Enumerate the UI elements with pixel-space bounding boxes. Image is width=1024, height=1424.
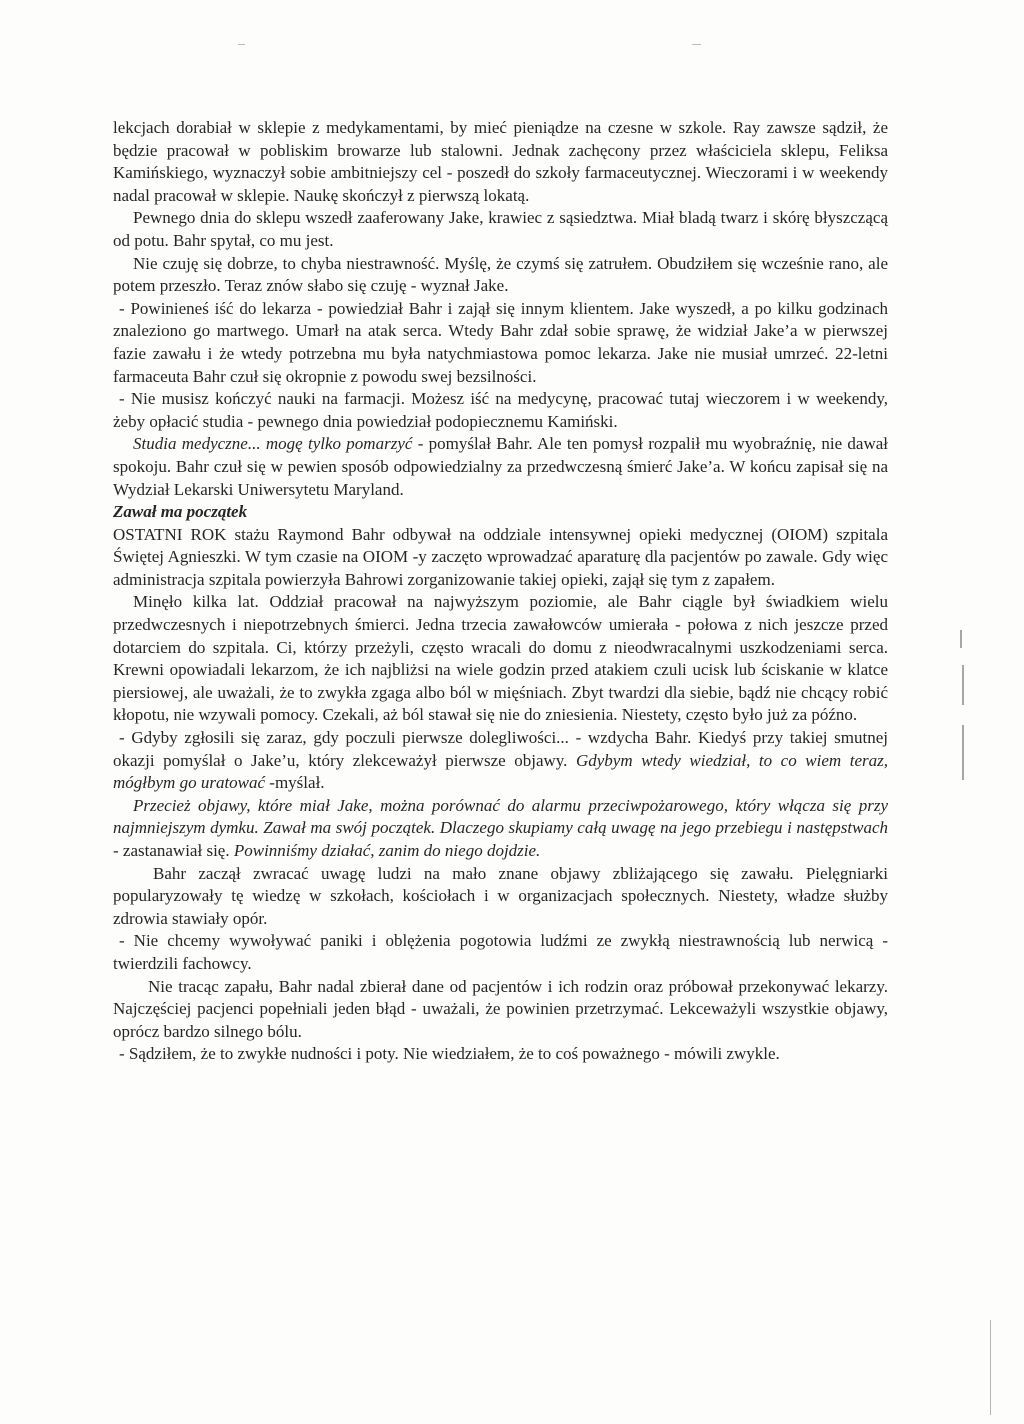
- italic-text: Gdybym wtedy wiedział, to co wiem teraz, mógłbym go uratować: [113, 750, 888, 793]
- scan-mark-right-edge: [962, 665, 964, 705]
- paragraph-text: - pomyślał Bahr. Ale ten pomysł rozpalił mu wyobraźnię, nie dawał spokoju. Bahr czuł się w pewien sposób odpowiedzialny za przedwczesną śmierć Jake’a. W końcu zapisał się na Wydział Lekarski Uniwersytetu Maryland.: [113, 434, 889, 499]
- paragraph: OSTATNI ROK stażu Raymond Bahr odbywał na oddziale intensywnej opieki medycznej (OIOM) szpitala Świętej Agnieszki. W tym czasie na OIOM -y zaczęto wprowadzać aparaturę dla pacjentów po zawale. Gdy więc administracja szpitala powierzyła Bahrowi zorganizowanie takiej opieki, zajął się tym z zapałem.: [113, 524, 888, 589]
- paragraph-text: -myślał.: [265, 773, 325, 793]
- paragraph: - Nie musisz kończyć nauki na farmacji. Możesz iść na medycynę, pracować tutaj wieczorem i w weekendy, żeby opłacić studia - pewnego dnia powiedział podopiecznemu Kamiński.: [113, 389, 888, 431]
- paragraph-text: - zastanawiał się.: [113, 841, 234, 860]
- italic-text: Studia medyczne... mogę tylko pomarzyć: [133, 434, 413, 454]
- paragraph: Nie tracąc zapału, Bahr nadal zbierał dane od pacjentów i ich rodzin oraz próbował przekonywać lekarzy. Najczęściej pacjenci popełniali jeden błąd - uważali, że powinien przetrzymać. Lekceważyli wszystkie objawy, oprócz bardzo silnego bólu.: [113, 976, 888, 1041]
- paragraph: - Powinieneś iść do lekarza - powiedział Bahr i zajął się innym klientem. Jake wyszedł, a po kilku godzinach znaleziono go martwego. Umarł na atak serca. Wtedy Bahr zdał sobie sprawę, że widział Jake’a w pierwszej fazie zawału i że wtedy potrzebna mu była natychmiastowa pomoc lekarza. Jake nie musiał umrzeć. 22-letni farmaceuta Bahr czuł się okropnie z powodu swej bezsilności.: [113, 298, 888, 386]
- paragraph: - Nie chcemy wywoływać paniki i oblężenia pogotowia ludźmi ze zwykłą niestrawnością lub nerwicą - twierdzili fachowcy.: [113, 931, 888, 973]
- section-heading: Zawał ma początek: [113, 502, 248, 522]
- body-text: [113, 117, 888, 1066]
- scan-mark-top-right: [692, 44, 701, 45]
- paragraph: Nie czuję się dobrze, to chyba niestrawność. Myślę, że czymś się zatrułem. Obudziłem się wcześnie rano, ale potem przeszło. Teraz znów słabo się czuję - wyznał Jake.: [113, 253, 888, 296]
- paragraph: [113, 795, 888, 863]
- italic-text: Powinniśmy działać, zanim do niego dojdzie.: [233, 841, 541, 860]
- paragraph: - Sądziłem, że to zwykłe nudności i poty. Nie wiedziałem, że to coś poważnego - mówili zwykle.: [119, 1044, 780, 1064]
- paragraph-text: - Gdyby zgłosili się zaraz, gdy poczuli pierwsze dolegliwości... - wzdycha Bahr. Kiedyś przy takiej smutnej okazji pomyślał o Jake’u, który zlekceważył pierwsze objawy.: [113, 728, 888, 770]
- paragraph: Bahr zaczął zwracać uwagę ludzi na mało znane objawy zbliżającego się zawału. Pielęgniarki popularyzowały tę wiedzę w szkołach, kościołach i w organizacjach społecznych. Niestety, władze służby zdrowia stawiały opór.: [113, 863, 888, 928]
- paragraph: [113, 727, 888, 795]
- italic-text: Przecież objawy, które miał Jake, można porównać do alarmu przeciwpożarowego, który włącza się przy najmniejszym dymku. Zawał ma swój początek. Dlaczego skupiamy całą uwagę na jego przebiegu i następstwach: [113, 795, 888, 838]
- paragraph: lekcjach dorabiał w sklepie z medykamentami, by mieć pieniądze na czesne w szkole. Ray zawsze sądził, że będzie pracował w pobliskim browarze lub stalowni. Jednak zachęcony przez właściciela sklepu, Feliksa Kamińskiego, wyznaczył sobie ambitniejszy cel - poszedł do szkoły farmaceutycznej. Wieczorami i w weekendy nadal pracował w sklepie. Naukę skończył z pierwszą lokatą.: [113, 118, 888, 205]
- paragraph: Pewnego dnia do sklepu wszedł zaaferowany Jake, krawiec z sąsiedztwa. Miał bladą twarz i skórę błyszczącą od potu. Bahr spytał, co mu jest.: [113, 208, 888, 250]
- paragraph: [113, 433, 888, 501]
- scan-edge-line: [990, 1320, 991, 1415]
- scan-mark-right-edge: [960, 630, 962, 648]
- scan-mark-top-left: [238, 44, 245, 45]
- paragraph: Minęło kilka lat. Oddział pracował na najwyższym poziomie, ale Bahr ciągle był świadkiem wielu przedwczesnych i niepotrzebnych śmierci. Jedna trzecia zawałowców umierała - połowa z nich jeszcze przed dotarciem do szpitala. Ci, którzy przeżyli, często wracali do domu z nieodwracalnymi uszkodzeniami serca. Krewni opowiadali lekarzom, że ich najbliżsi na wiele godzin przed atakiem czuli ucisk lub ściskanie w klatce piersiowej, ale uważali, że to zwykła zgaga albo ból w mięśniach. Zbyt twardzi dla siebie, bądź nie chcący robić kłopotu, nie wzywali pomocy. Czekali, aż ból stawał się nie do zniesienia. Niestety, często było już za późno.: [113, 592, 888, 725]
- scan-mark-right-edge: [962, 725, 964, 780]
